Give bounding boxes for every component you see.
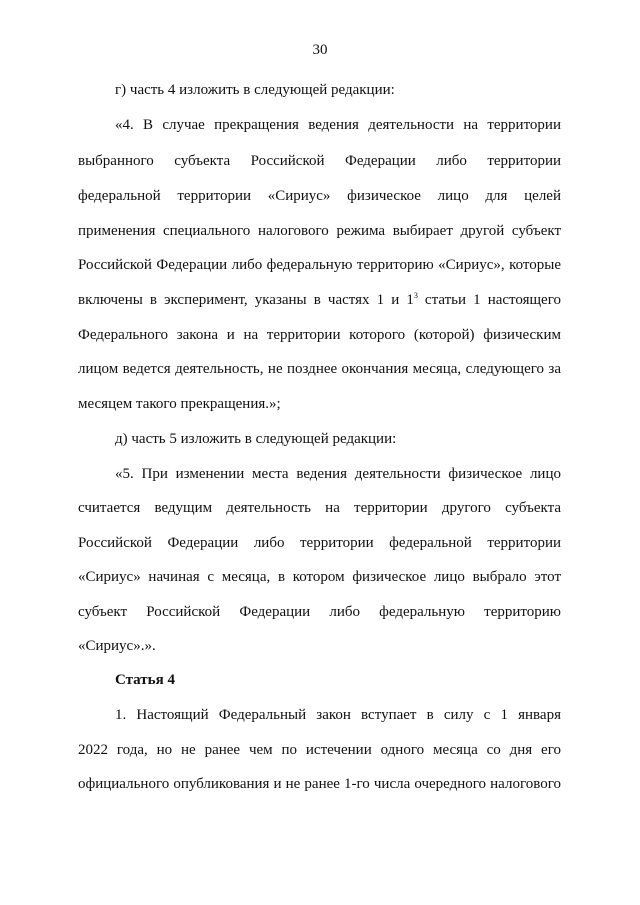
para-4-line-9: месяцем такого прекращения.»; — [78, 396, 281, 412]
para-g-line-1: г) часть 4 изложить в следующей редакции: — [115, 82, 395, 98]
para-4-line-6-after: статьи 1 настоящего — [417, 292, 561, 308]
article-heading: Статья 4 — [115, 672, 175, 688]
para-d-line-1: д) часть 5 изложить в следующей редакции: — [115, 431, 397, 447]
para-4-line-7: Федерального закона и на территории которого (которой) физическим — [78, 327, 561, 343]
superscript-3: 3 — [413, 291, 418, 300]
para-5-line-3: Российской Федерации либо территории федеральной территории — [78, 535, 561, 551]
para-4-line-5: Российской Федерации либо федеральную территорию «Сириус», которые — [78, 257, 561, 273]
article4-para1-line-1: 1. Настоящий Федеральный закон вступает в силу с 1 января — [115, 707, 561, 723]
para-5-line-5: субъект Российской Федерации либо федеральную территорию — [78, 604, 561, 620]
para-4-line-4: применения специального налогового режима выбирает другой субъект — [78, 223, 561, 239]
para-5-line-1: «5. При изменении места ведения деятельности физическое лицо — [115, 466, 561, 482]
para-5-line-2: считается ведущим деятельность на территории другого субъекта — [78, 500, 561, 516]
para-5-line-6: «Сириус».». — [78, 638, 156, 654]
para-4-line-6-before: включены в эксперимент, указаны в частях 1 и 1 — [78, 292, 414, 308]
para-4-line-1: «4. В случае прекращения ведения деятельности на территории — [115, 117, 561, 133]
para-4-line-6 — [78, 291, 561, 309]
page-number: 30 — [312, 42, 328, 58]
para-4-line-2: выбранного субъекта Российской Федерации либо территории — [78, 153, 561, 169]
para-4-line-3: федеральной территории «Сириус» физическое лицо для целей — [78, 188, 561, 204]
article4-para1-line-2: 2022 года, но не ранее чем по истечении одного месяца со дня его — [78, 742, 561, 758]
article4-para1-line-3: официального опубликования и не ранее 1-го числа очередного налогового — [78, 776, 561, 792]
para-4-line-8: лицом ведется деятельность, не позднее окончания месяца, следующего за — [78, 361, 561, 377]
para-5-line-4: «Сириус» начиная с месяца, в котором физическое лицо выбрало этот — [78, 569, 561, 585]
